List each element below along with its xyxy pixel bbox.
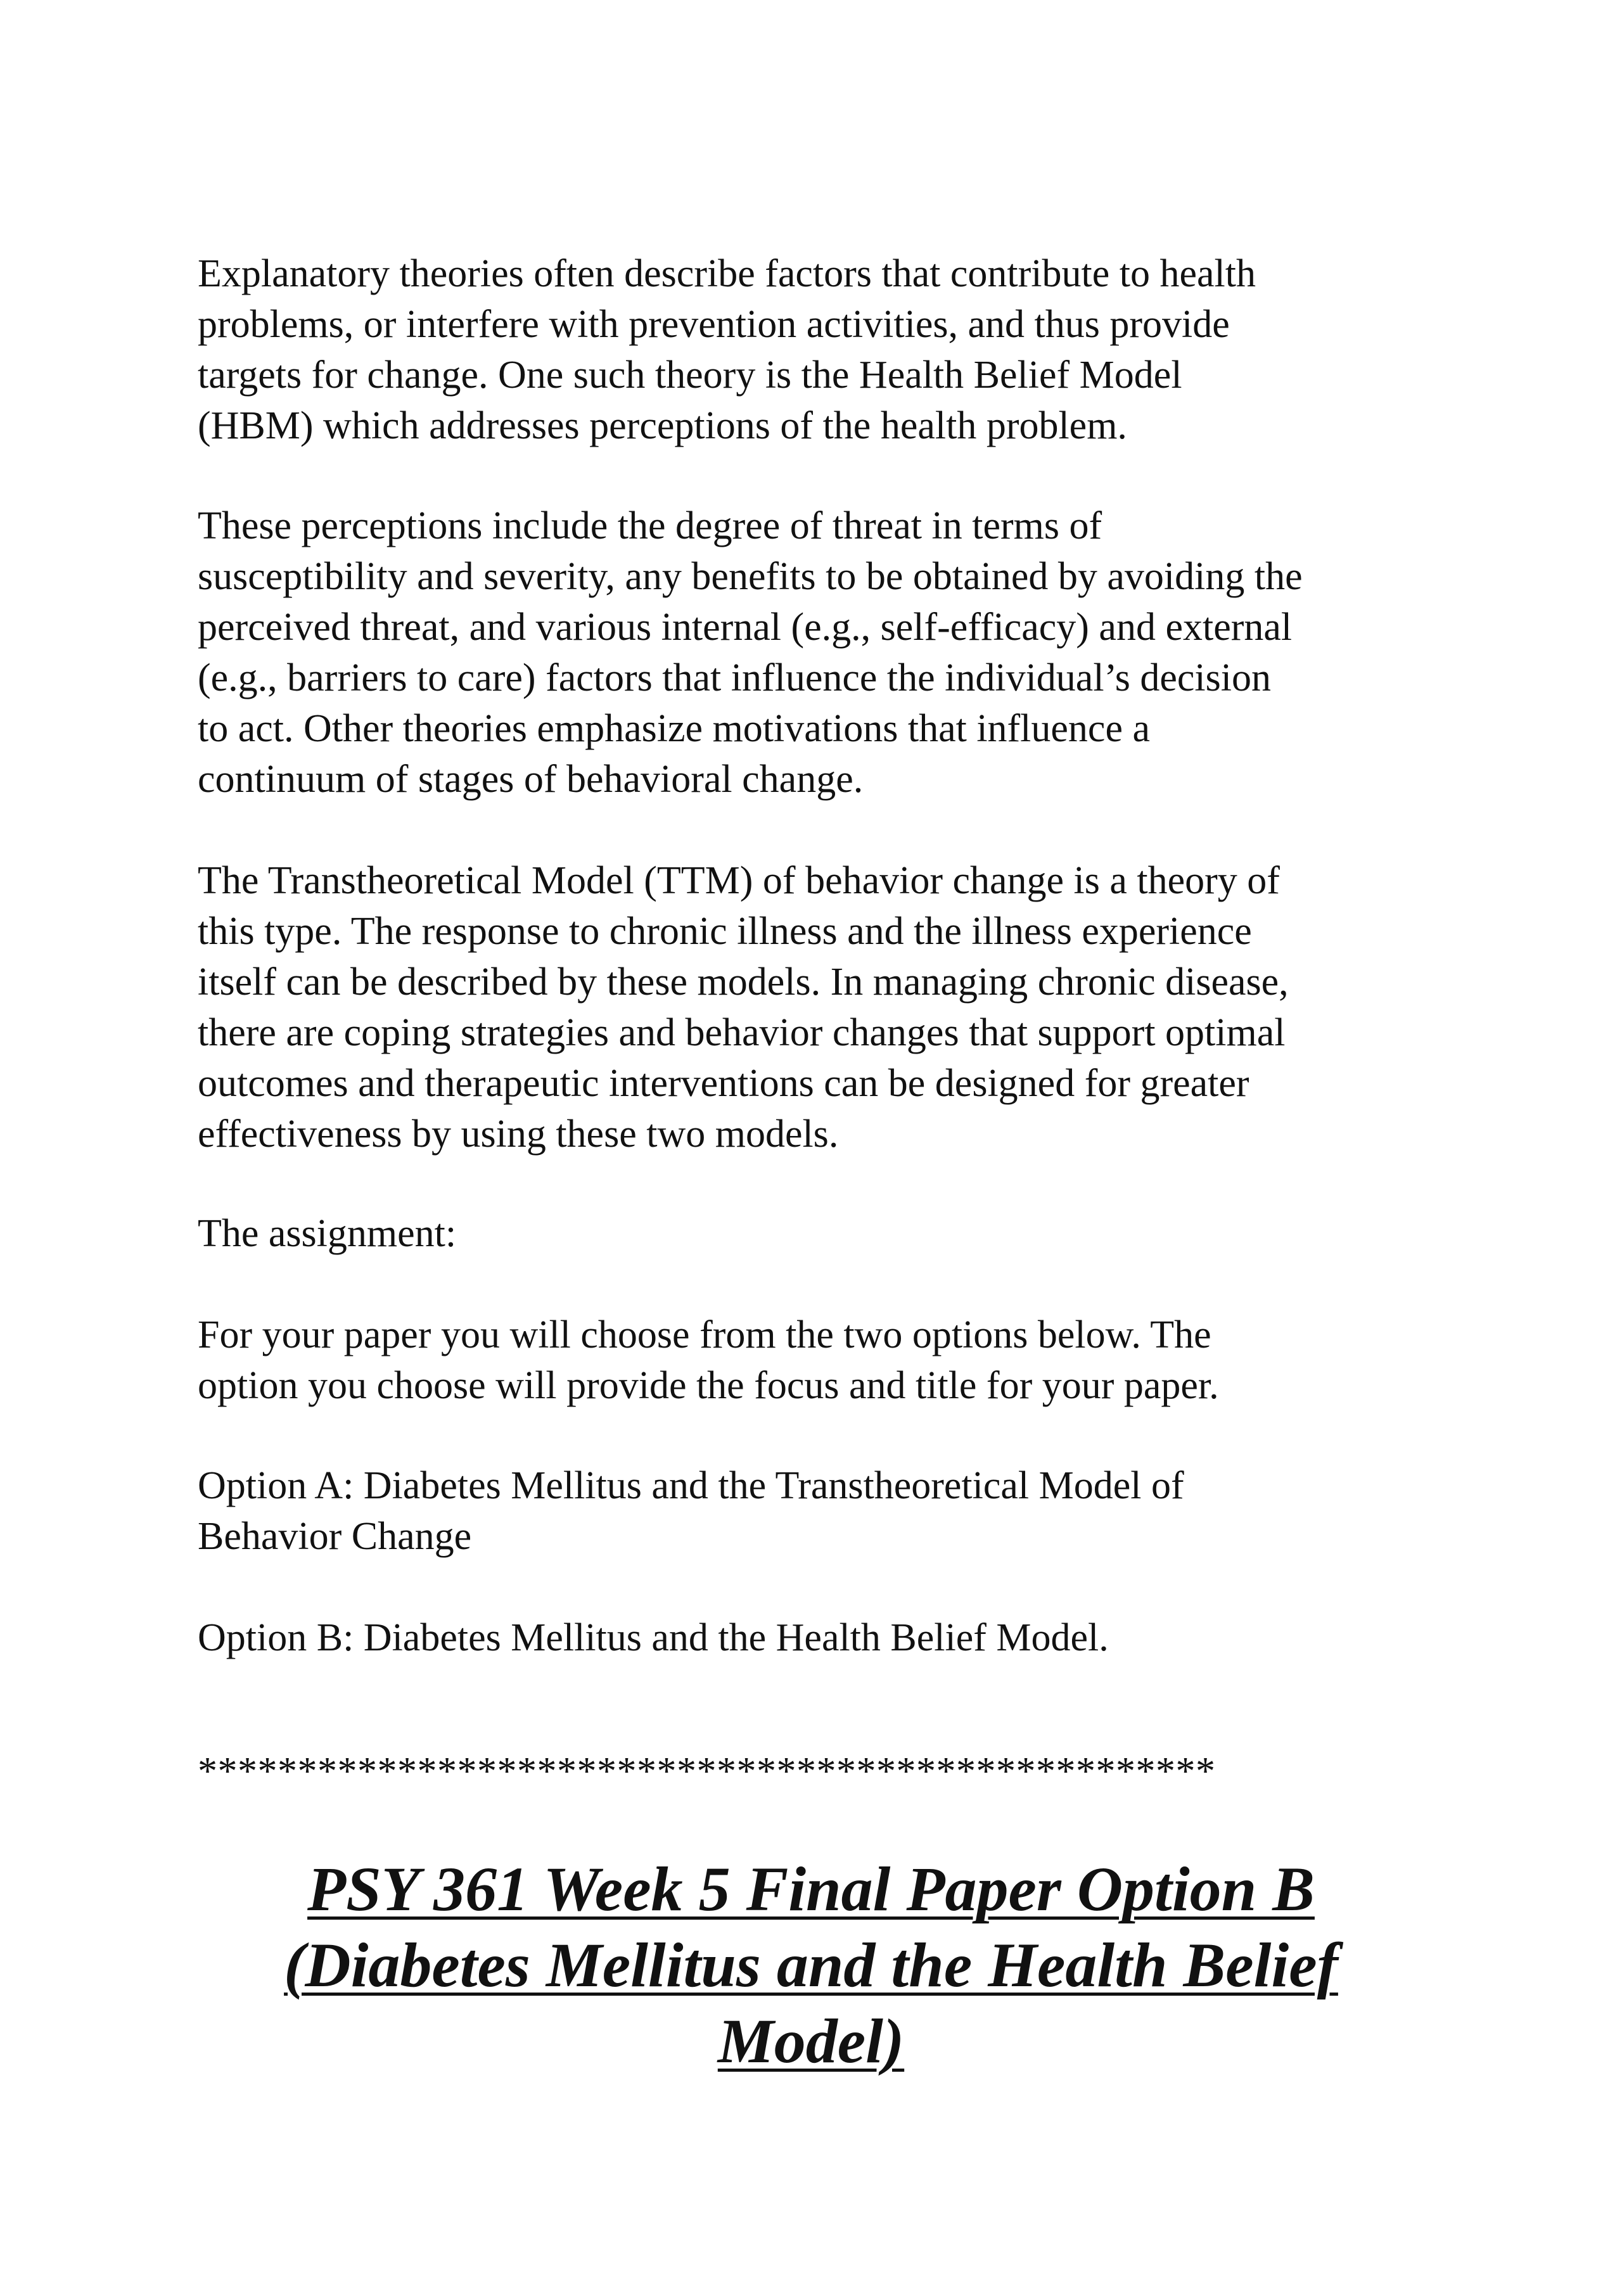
paragraph-perceptions: These perceptions include the degree of threat in terms of susceptibility and severity, any benefits to be obtained by avoiding the perceived threat, and various internal (e.g., self-efficacy) and external (e.g., barriers to care) factors that influence the individual’s decision to act. Other theories emphasize motivations that influence a continuum of stages of behavioral change.: [198, 504, 1303, 801]
document-title: PSY 361 Week 5 Final Paper Option B (Diabetes Mellitus and the Health Belief Model): [284, 1854, 1338, 2076]
paragraph-option-b: Option B: Diabetes Mellitus and the Health Belief Model.: [198, 1616, 1109, 1659]
paragraph-assignment-heading: The assignment:: [198, 1212, 457, 1255]
paragraph-option-a: Option A: Diabetes Mellitus and the Transtheoretical Model of Behavior Change: [198, 1464, 1184, 1558]
paragraph-explanatory-theories: Explanatory theories often describe factors that contribute to health problems, or interfere with prevention activities, and thus provide targets for change. One such theory is the Health Belief Model (HBM) which addresses perceptions of the health problem.: [198, 252, 1256, 447]
asterisk-separator: ***************************************************: [198, 1750, 1216, 1793]
paragraph-assignment-instructions: For your paper you will choose from the two options below. The option you choose will provide the focus and title for your paper.: [198, 1313, 1219, 1407]
paragraph-transtheoretical-model: The Transtheoretical Model (TTM) of behavior change is a theory of this type. The response to chronic illness and the illness experience itself can be described by these models. In managing chronic disease, there are coping strategies and behavior changes that support optimal outcomes and therapeutic interventions can be designed for greater effectiveness by using these two models.: [198, 859, 1289, 1156]
